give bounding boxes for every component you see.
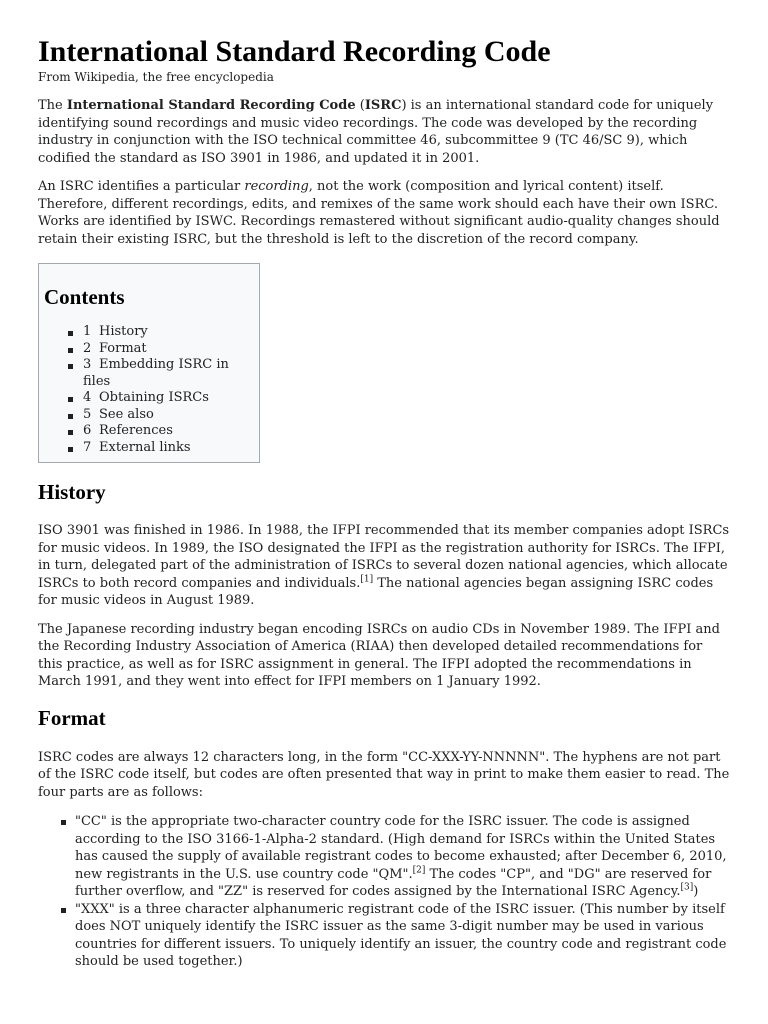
intro-paragraph — [38, 97, 730, 167]
toc-item-number: 6 — [83, 423, 92, 438]
toc-item-external-links[interactable] — [64, 440, 254, 457]
toc-item-label[interactable]: References — [99, 423, 173, 438]
format-part-registrant-code: "XXX" is a three character alphanumeric registrant code of the ISRC issuer. (This number by itself does NOT uniquely identify the ISRC issuer as the same 3-digit number may be used in various countries for different issuers. To uniquely identify an issuer, the country code and registrant code should be used together.) — [75, 901, 730, 971]
toc-item-number: 5 — [83, 406, 92, 422]
intro-bold-abbrev: ISRC — [364, 98, 402, 113]
para2-italic: recording — [244, 179, 309, 194]
toc-item-references[interactable] — [64, 423, 254, 440]
site-tagline: From Wikipedia, the free encyclopedia — [38, 70, 274, 84]
toc-item-label[interactable]: Obtaining ISRCs — [99, 390, 209, 405]
para2-text-1: An ISRC identifies a particular — [38, 179, 245, 194]
history-heading: History — [38, 480, 106, 504]
toc-item-label[interactable]: See also — [99, 406, 154, 422]
toc-item-number: 7 — [83, 439, 92, 455]
table-of-contents — [38, 263, 260, 463]
toc-list — [44, 324, 254, 456]
page-title: International Standard Recording Code — [38, 35, 551, 68]
part-cc-text-1: "CC" is the appropriate two-character country code for the ISRC issuer. The code is assigned according to the ISO 3166-1-Alpha-2 standard. (High demand for ISRCs within the United States has caused the supply of available registrant codes to become exhausted; after December 6, 2010, new registrants in the U.S. use country code "QM". — [75, 814, 727, 882]
part-cc-text-2: The codes "CP", and "DG" are reserved for further overflow, and "ZZ" is reserved for codes assigned by the International ISRC Agency. — [75, 866, 712, 899]
format-paragraph-1: ISRC codes are always 12 characters long, in the form "CC-XXX-YY-NNNNN". The hyphens are not part of the ISRC code itself, but codes are often presented that way in print to make them easier to read. The four parts are as follows: — [38, 749, 730, 800]
history-paragraph-1 — [38, 522, 730, 610]
citation-1[interactable]: [1] — [360, 574, 374, 585]
toc-item-label[interactable]: Format — [99, 340, 147, 356]
toc-item-format[interactable] — [64, 341, 254, 358]
toc-item-number: 3 — [83, 357, 92, 372]
part-cc-text-3: ) — [693, 884, 699, 899]
format-heading: Format — [38, 705, 106, 730]
citation-2[interactable]: [2] — [412, 865, 426, 876]
toc-title: Contents — [44, 285, 125, 309]
toc-item-number: 1 — [83, 324, 92, 339]
format-part-country-code — [75, 813, 730, 901]
toc-item-embedding[interactable] — [64, 357, 254, 390]
history-p1-text-1: ISO 3901 was finished in 1986. In 1988, the IFPI recommended that its member companies adopt ISRCs for music videos. In 1989, the ISO designated the IFPI as the registration authority for ISRCs. The IFPI, in turn, delegated part of the administration of ISRCs to several dozen national agencies, which allocate ISRCs to both record companies and individuals. — [38, 523, 730, 591]
toc-item-obtaining[interactable] — [64, 390, 254, 407]
toc-item-label[interactable]: External links — [99, 439, 191, 455]
toc-item-see-also[interactable] — [64, 407, 254, 424]
para2-text-2: , not the work (composition and lyrical content) itself. Therefore, different recordings, edits, and remixes of the same work should each have their own ISRC. Works are identified by ISWC. Recordings remastered without significant audio-quality changes should retain their existing ISRC, but the threshold is left to the discretion of the record company. — [38, 179, 720, 247]
history-p1-text-2: The national agencies began assigning ISRC codes for music videos in August 1989. — [38, 575, 714, 608]
intro-text-1: The — [38, 98, 67, 113]
toc-item-number: 4 — [83, 390, 92, 405]
intro-bold-term: International Standard Recording Code — [66, 98, 356, 113]
toc-item-number: 2 — [83, 340, 92, 356]
intro-text-3: ) is an international standard code for uniquely identifying sound recordings and music video recordings. The code was developed by the recording industry in conjunction with the ISO technical committee 46, subcommittee 9 (TC 46/SC 9), which codified the standard as ISO 3901 in 1986, and updated it in 2001. — [38, 98, 714, 166]
toc-item-history[interactable] — [64, 324, 254, 341]
toc-item-label[interactable]: History — [99, 324, 148, 339]
history-paragraph-2: The Japanese recording industry began encoding ISRCs on audio CDs in November 1989. The IFPI and the Recording Industry Association of America (RIAA) then developed detailed recommendations for this practice, as well as for ISRC assignment in general. The IFPI adopted the recommendations in March 1991, and they went into effect for IFPI members on 1 January 1992. — [38, 621, 720, 689]
format-parts-list — [38, 813, 730, 971]
intro-text-2: ( — [355, 98, 365, 113]
toc-item-label[interactable]: Embedding ISRC in files — [83, 357, 229, 389]
citation-3[interactable]: [3] — [680, 882, 694, 893]
second-paragraph — [38, 178, 730, 248]
